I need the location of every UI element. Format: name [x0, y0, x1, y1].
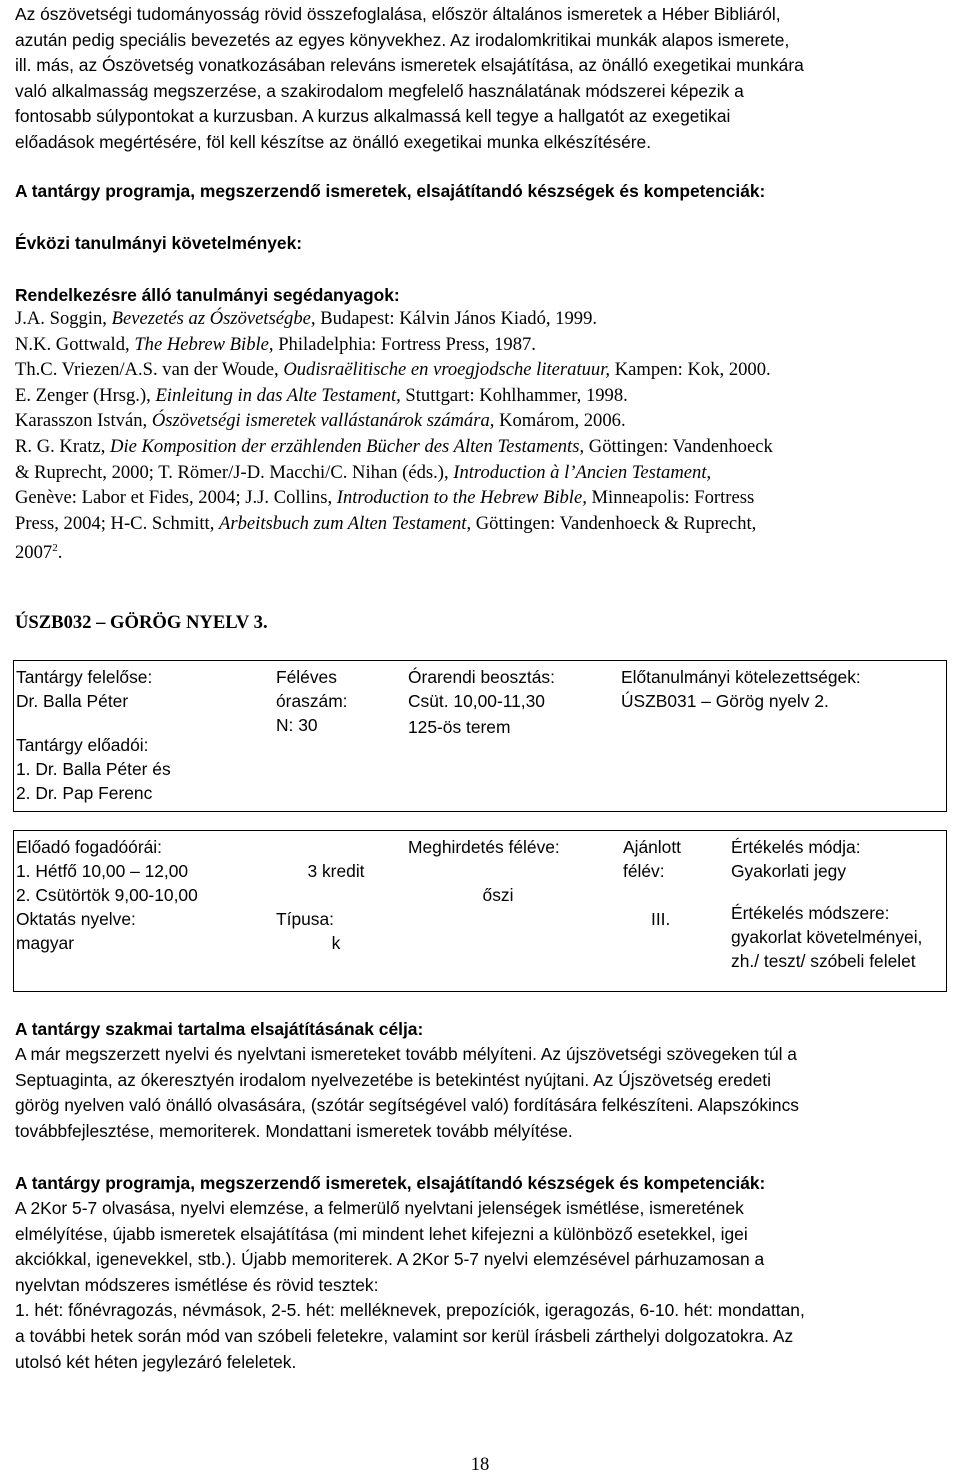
materials-heading: Rendelkezésre álló tanulmányi segédanyagok: — [15, 285, 400, 305]
prerequisite-label: Előtanulmányi kötelezettségek: — [621, 667, 861, 687]
intro-line: Az ószövetségi tudományosság rövid összefoglalása, először általános ismeretek a Héber Bibliáról, — [15, 4, 781, 24]
aim-section — [15, 1016, 947, 1144]
recommended-value: III. — [651, 909, 671, 929]
program-heading-2: A tantárgy programja, megszerzendő ismeretek, elsajátítandó készségek és kompetenciák: — [15, 1173, 766, 1193]
intro-paragraph — [15, 2, 947, 156]
schedule-value: Csüt. 10,00-11,30 — [408, 691, 545, 711]
responsible-label: Tantárgy felelőse: — [16, 667, 153, 687]
prerequisite-value: ÚSZB031 – Görög nyelv 2. — [621, 691, 829, 711]
semester-label: Meghirdetés féléve: — [408, 837, 560, 857]
evaluation-cell — [731, 835, 922, 973]
credit-cell — [276, 835, 396, 955]
schedule-cell — [408, 665, 555, 739]
semester-cell — [408, 835, 588, 907]
hours-cell — [276, 665, 348, 737]
course-title: ÚSZB032 – GÖRÖG NYELV 3. — [15, 612, 268, 633]
hours-label: Féléves — [276, 667, 337, 687]
responsible-value: Dr. Balla Péter — [16, 691, 129, 711]
prerequisite-cell — [621, 665, 861, 713]
program-line: 1. hét: főnévragozás, névmások, 2-5. hét: melléknevek, prepozíciók, igeragozás, 6-10. hét: mondattan, — [15, 1300, 805, 1321]
course-info-table-1 — [13, 660, 947, 812]
evaluation-label: Értékelés módja: — [731, 837, 861, 857]
method-value: gyakorlat követelményei, — [731, 927, 923, 947]
method-label: Értékelés módszere: — [731, 903, 890, 923]
aim-line: görög nyelven való önálló olvasására, (szótár segítségével való) fordítására felkészíteni. Alapszókincs — [15, 1095, 799, 1116]
reference-item: Karasszon István, Ószövetségi ismeretek vallástanárok számára, Komárom, 2006. — [15, 410, 626, 432]
reference-item: E. Zenger (Hrsg.), Einleitung in das Alte Testament, Stuttgart: Kohlhammer, 1998. — [15, 384, 628, 406]
hours-value: N: 30 — [276, 715, 318, 735]
program-line: elmélyítése, újabb ismeretek elsajátítása (mi mindent lehet kifejezni a különböző esetekkel, igei — [15, 1223, 748, 1244]
reference-item: Th.C. Vriezen/A.S. van der Woude, Oudisraëlitische en vroegjodsche literatuur, Kampen: Kok, 2000. — [15, 359, 771, 381]
evaluation-value: Gyakorlati jegy — [731, 861, 847, 881]
lecturers-label: Tantárgy előadói: — [16, 735, 149, 755]
course-info-table-2 — [13, 830, 947, 992]
office-hours-label: Előadó fogadóórái: — [16, 837, 163, 857]
recommended-semester-cell — [623, 835, 713, 931]
recommended-label: Ajánlott — [623, 837, 682, 857]
reference-item: J.A. Soggin, Bevezetés az Ószövetségbe, Budapest: Kálvin János Kiadó, 1999. — [15, 308, 598, 329]
aim-line: továbbfejlesztése, memoriterek. Mondattani ismeretek tovább mélyítése. — [15, 1120, 573, 1141]
program-heading: A tantárgy programja, megszerzendő ismeretek, elsajátítandó készségek és kompetenciák: — [15, 181, 766, 201]
lecturer-1: 1. Dr. Balla Péter és — [16, 759, 171, 779]
reference-item-long: R. G. Kratz, Die Komposition der erzählenden Bücher des Alten Testaments, Göttingen: Vandenhoeck & Ruprecht, 2000; T. Römer/J-D. Macchi/C. Nihan (éds.), Introduction à l’Ancien Testament, Genève: Labor et Fides, 2004; J.J. Collins, Introduction to the Hebrew Bible, Minneapolis: Fortress Press, 2004; H-C. Schmitt, Arbeitsbuch zum Alten Testament, Göttingen: Vandenhoeck & Ruprecht, 2007$^2$. — [15, 435, 773, 564]
aim-line: A már megszerzett nyelvi és nyelvtani ismereteket tovább mélyíteni. Az újszövetségi szövegeken túl a — [15, 1044, 797, 1064]
credit-value: 3 kredit — [307, 861, 365, 881]
type-value: k — [331, 933, 341, 953]
page-number: 18 — [470, 1454, 490, 1475]
method-value: zh./ teszt/ szóbeli felelet — [731, 951, 916, 971]
language-label: Oktatás nyelve: — [16, 909, 136, 929]
intro-line: azután pedig speciális bevezetés az egyes könyvekhez. Az irodalomkritikai munkák alapos ismerete, — [15, 29, 790, 50]
program-line: a további hetek során mód van szóbeli feletekre, valamint sor kerül írásbeli zárthelyi dolgozatokra. Az — [15, 1325, 794, 1346]
type-label: Típusa: — [276, 909, 334, 929]
language-value: magyar — [16, 933, 74, 953]
intro-line: előadások megértésére, föl kell készítse az önálló exegetikai munka elkészítésére. — [15, 131, 652, 152]
program-section — [15, 1170, 947, 1375]
recommended-label: félév: — [623, 861, 665, 881]
room-value: 125-ös terem — [408, 717, 511, 737]
aim-line: Septuaginta, az ókeresztyén irodalom nyelvezetébe is betekintést nyújtani. Az Újszövetség eredeti — [15, 1069, 771, 1090]
intro-line: fontosabb súlypontokat a kurzusban. A kurzus alkalmassá kell tegye a hallgatót az exegetikai — [15, 106, 731, 127]
lecturer-2: 2. Dr. Pap Ferenc — [16, 783, 153, 803]
semester-value: őszi — [482, 885, 514, 905]
reference-item: N.K. Gottwald, The Hebrew Bible, Philadelphia: Fortress Press, 1987. — [15, 333, 536, 355]
schedule-label: Órarendi beosztás: — [408, 667, 555, 687]
hours-label: óraszám: — [276, 691, 348, 711]
office-hours-cell — [16, 835, 198, 955]
responsible-cell — [16, 665, 171, 805]
program-line: akciókkal, igenevekkel, stb.). Újabb memoriterek. A 2Kor 5-7 nyelvi elemzésével párhuzamosan a — [15, 1249, 765, 1270]
program-line: nyelvtan módszeres ismétlése és rövid tesztek: — [15, 1274, 379, 1295]
office-hours-1: 1. Hétfő 10,00 – 12,00 — [16, 861, 189, 881]
intro-line: való alkalmasság megszerzése, a szakirodalom megfelelő használatának módszerei képezik a — [15, 80, 744, 101]
intro-line: ill. más, az Ószövetség vonatkozásában releváns ismeretek elsajátítása, az önálló exegetikai munkára — [15, 55, 804, 76]
office-hours-2: 2. Csütörtök 9,00-10,00 — [16, 885, 198, 905]
program-line: A 2Kor 5-7 olvasása, nyelvi elemzése, a felmerülő nyelvtani jelenségek ismétlése, ismeretének — [15, 1198, 744, 1218]
reference-list — [15, 306, 947, 566]
program-line: utolsó két héten jegylezáró feleletek. — [15, 1351, 297, 1372]
aim-heading: A tantárgy szakmai tartalma elsajátításának célja: — [15, 1019, 424, 1039]
requirements-heading: Évközi tanulmányi követelmények: — [15, 233, 303, 253]
